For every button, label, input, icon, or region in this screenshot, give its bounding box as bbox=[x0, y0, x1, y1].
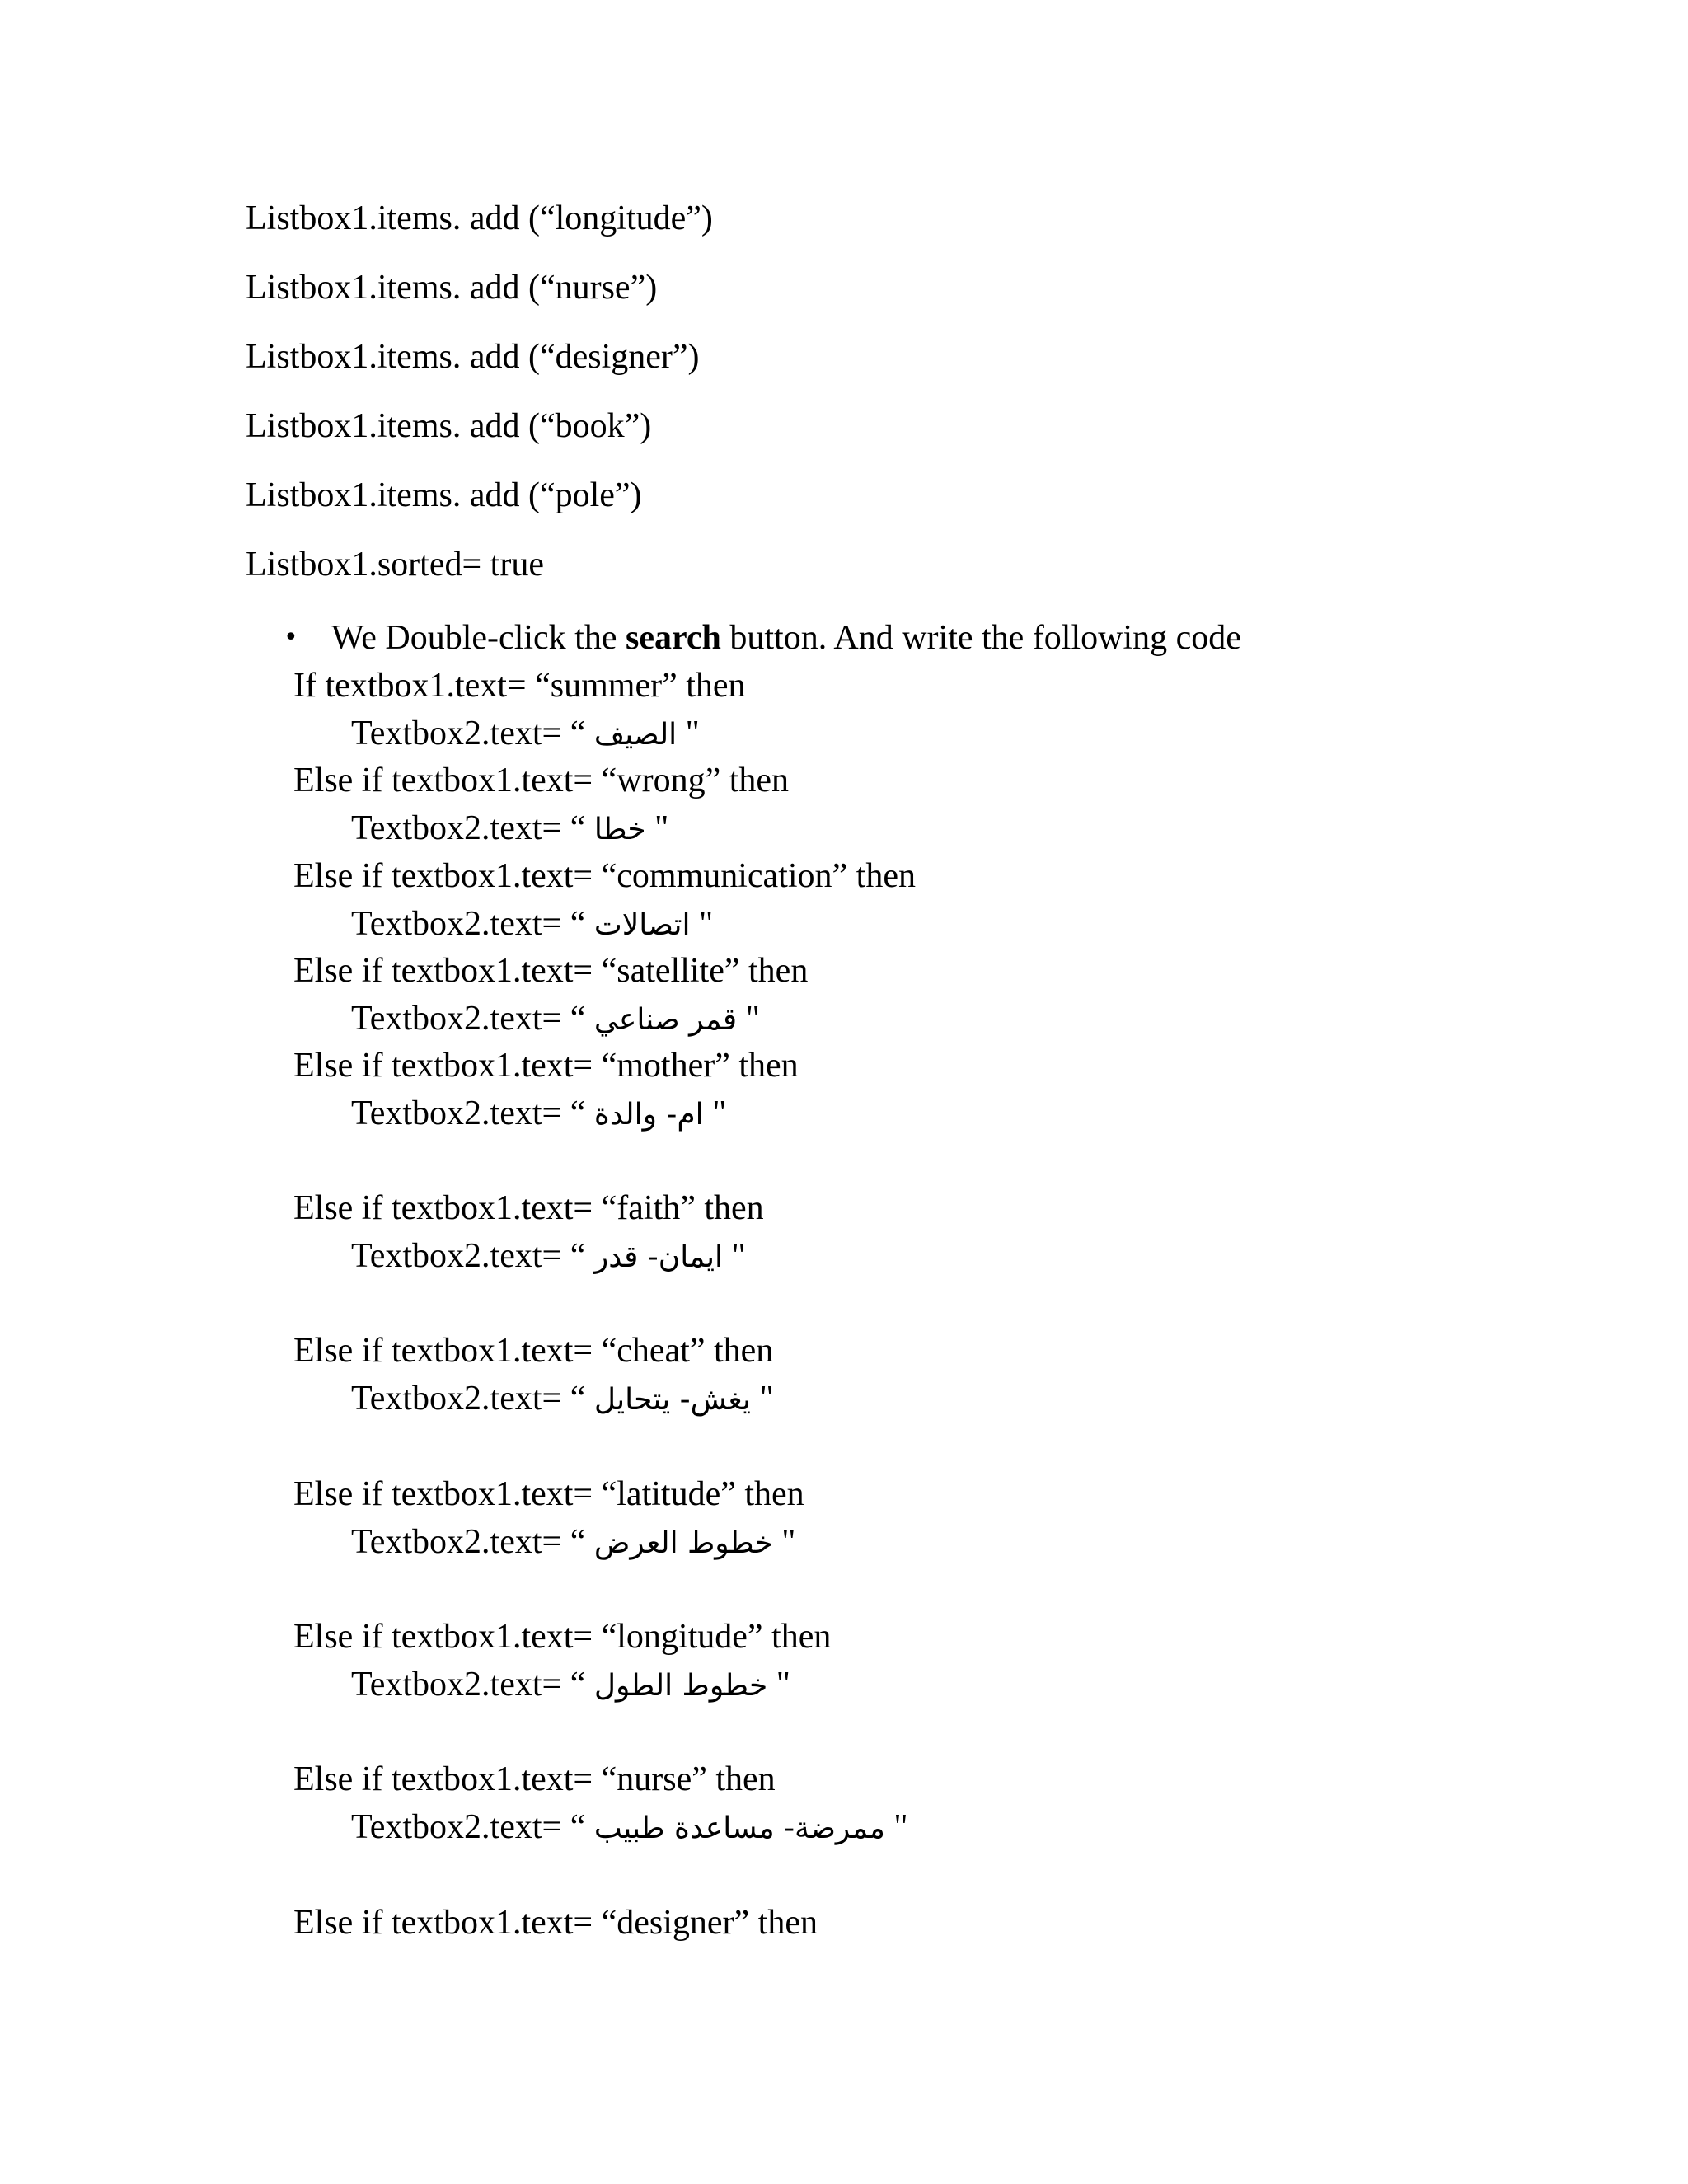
arabic-value: ممرضة- مساعدة طبيب bbox=[593, 1811, 885, 1845]
assign-suffix: " bbox=[677, 715, 700, 752]
assign-suffix: " bbox=[690, 905, 714, 943]
condition-line: If textbox1.text= “summer” then bbox=[293, 667, 746, 705]
setup-line: Listbox1.sorted= true bbox=[246, 546, 544, 583]
assign-line bbox=[351, 1235, 746, 1277]
instruction-after: button. And write the following code bbox=[720, 619, 1241, 657]
assign-prefix: Textbox2.text= “ bbox=[351, 1000, 594, 1038]
arabic-value: خطا bbox=[593, 813, 646, 846]
assign-line bbox=[351, 713, 700, 754]
assign-line bbox=[351, 1664, 790, 1705]
assign-line bbox=[351, 903, 713, 944]
setup-line: Listbox1.items. add (“book”) bbox=[246, 407, 652, 445]
assign-line bbox=[351, 1093, 726, 1134]
assign-suffix: " bbox=[703, 1094, 727, 1132]
setup-line: Listbox1.items. add (“nurse”) bbox=[246, 269, 658, 307]
instruction-line bbox=[284, 617, 1241, 658]
condition-line: Else if textbox1.text= “cheat” then bbox=[293, 1332, 774, 1370]
condition-line: Else if textbox1.text= “mother” then bbox=[293, 1047, 799, 1085]
arabic-value: يغش- يتحايل bbox=[593, 1383, 751, 1417]
condition-line: Else if textbox1.text= “wrong” then bbox=[293, 762, 790, 799]
bullet-icon: • bbox=[284, 623, 298, 652]
arabic-value: اتصالات bbox=[593, 908, 691, 942]
instruction-before: We Double-click the bbox=[331, 619, 626, 657]
assign-suffix: " bbox=[645, 809, 669, 847]
condition-line: Else if textbox1.text= “designer” then bbox=[293, 1904, 818, 1942]
assign-line bbox=[351, 808, 668, 849]
assign-line bbox=[351, 998, 760, 1039]
condition-line: Else if textbox1.text= “longitude” then bbox=[293, 1618, 832, 1656]
setup-line: Listbox1.items. add (“longitude”) bbox=[246, 199, 713, 237]
assign-prefix: Textbox2.text= “ bbox=[351, 905, 594, 943]
assign-prefix: Textbox2.text= “ bbox=[351, 1237, 594, 1275]
arabic-value: خطوط العرض bbox=[593, 1526, 773, 1560]
condition-line: Else if textbox1.text= “faith” then bbox=[293, 1189, 764, 1227]
arabic-value: ايمان- قدر bbox=[593, 1240, 724, 1274]
assign-prefix: Textbox2.text= “ bbox=[351, 1523, 594, 1561]
assign-prefix: Textbox2.text= “ bbox=[351, 1666, 594, 1704]
setup-line: Listbox1.items. add (“pole”) bbox=[246, 476, 642, 514]
assign-suffix: " bbox=[737, 1000, 760, 1038]
assign-line bbox=[351, 1521, 795, 1563]
assign-line bbox=[351, 1378, 774, 1419]
condition-line: Else if textbox1.text= “satellite” then bbox=[293, 952, 809, 990]
assign-suffix: " bbox=[723, 1237, 746, 1275]
instruction-bold: search bbox=[625, 619, 721, 657]
assign-suffix: " bbox=[772, 1523, 796, 1561]
assign-prefix: Textbox2.text= “ bbox=[351, 1094, 594, 1132]
condition-line: Else if textbox1.text= “latitude” then bbox=[293, 1475, 804, 1513]
assign-prefix: Textbox2.text= “ bbox=[351, 1808, 594, 1846]
arabic-value: ام- والدة bbox=[593, 1098, 704, 1132]
arabic-value: قمر صناعي bbox=[593, 1003, 738, 1037]
assign-prefix: Textbox2.text= “ bbox=[351, 715, 594, 752]
setup-line: Listbox1.items. add (“designer”) bbox=[246, 338, 700, 376]
assign-prefix: Textbox2.text= “ bbox=[351, 1380, 594, 1418]
assign-suffix: " bbox=[884, 1808, 908, 1846]
condition-line: Else if textbox1.text= “communication” then bbox=[293, 857, 916, 895]
assign-suffix: " bbox=[767, 1666, 790, 1704]
assign-prefix: Textbox2.text= “ bbox=[351, 809, 594, 847]
assign-suffix: " bbox=[750, 1380, 774, 1418]
assign-line bbox=[351, 1807, 908, 1848]
arabic-value: الصيف bbox=[593, 718, 678, 752]
arabic-value: خطوط الطول bbox=[593, 1669, 768, 1703]
condition-line: Else if textbox1.text= “nurse” then bbox=[293, 1760, 776, 1798]
